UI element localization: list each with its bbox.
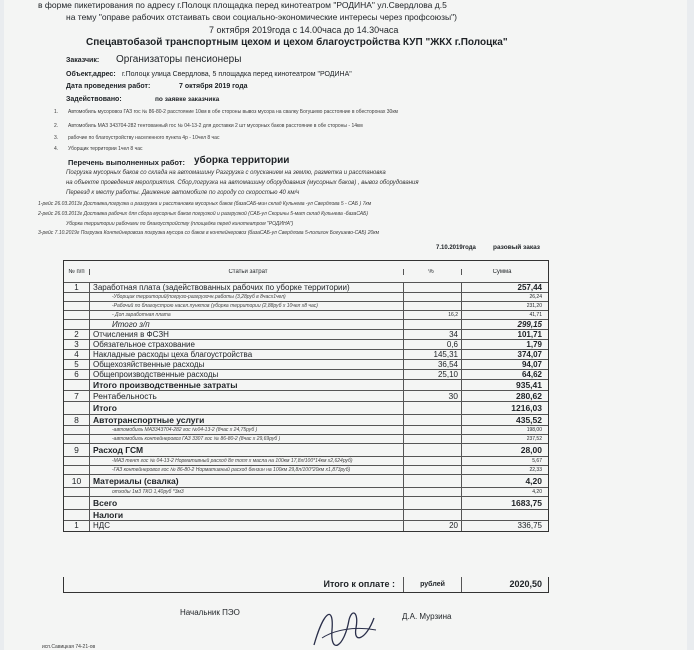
row-sum: 4,20 <box>532 489 542 495</box>
table-row <box>64 415 548 426</box>
row-pct <box>404 380 462 390</box>
order-label: разовый заказ <box>493 244 540 251</box>
row-pct <box>404 444 462 456</box>
row-item: отходы 1м3 ТКО 1,40руб *3м3 <box>90 488 404 496</box>
object-label: Объект,адрес: <box>66 71 116 78</box>
row-sum: 299,15 <box>517 320 542 329</box>
row-sum: 64,62 <box>521 370 542 379</box>
row-num: 4 <box>64 350 90 359</box>
works-desc-line: Погрузка мусорных баков со склада на автомашину Разгрузка с опусканием на землю, разметка и расстановка <box>66 170 386 176</box>
row-pct <box>404 510 462 520</box>
row-sum: 435,52 <box>516 415 542 425</box>
table-row <box>64 402 548 415</box>
row-pct <box>404 415 462 425</box>
row-sum: 336,75 <box>517 521 542 530</box>
works-desc-line: Переезд к месту работы. Движение автомобиле по городу со скоростью 40 км/ч <box>66 190 300 196</box>
row-pct <box>404 435 462 443</box>
works-value: уборка территории <box>194 155 290 166</box>
row-pct: 36,54 <box>404 360 462 369</box>
row-item: -Уборщик территорий(погрузо-разгрузочн.работы (3,28руб в 8часх1чел) <box>90 293 404 301</box>
row-num: 7 <box>64 391 90 401</box>
row-item: -МАЗ тент гос № 04-13-2 Нормативный расход 8л топл х масла на 100км 17,8л/100*14км х2,624руб) <box>90 457 404 465</box>
row-sum: 198,00 <box>526 427 542 433</box>
row-sum: 257,44 <box>517 283 542 292</box>
row-num <box>64 466 90 474</box>
row-sum <box>462 510 548 520</box>
row-item: Материалы (свалка) <box>90 475 404 487</box>
engaged-item: Автомобиль МАЗ 343704-282 тентованный гос № 04-13-2 для доставки 2 шт мусорных баков расстояние в обе стороны - 14км <box>68 123 363 129</box>
row-pct: 16,2 <box>404 311 462 319</box>
row-pct <box>404 320 462 329</box>
row-item: Итого з/п <box>90 320 404 329</box>
row-sum: 237,52 <box>526 436 542 442</box>
works-desc-line: на объекте проведения мероприятия. Сбор,погрузка на автомашину оборудования (мусорных баков) , вывоз оборудования <box>66 180 419 186</box>
table-row <box>64 391 548 402</box>
table-header-row <box>64 261 548 283</box>
row-item: Расход ГСМ <box>90 444 404 456</box>
row-pct: 0,6 <box>404 340 462 349</box>
grand-total-value: 2020,50 <box>509 579 542 589</box>
row-pct <box>404 475 462 487</box>
row-sum: 935,41 <box>516 380 542 390</box>
row-item: Автотранспортные услуги <box>90 415 404 425</box>
table-row <box>64 457 548 466</box>
row-sum: 28,00 <box>520 445 542 455</box>
row-num: 10 <box>64 475 90 487</box>
header-item: Статьи затрат <box>90 269 404 275</box>
row-item: - Доп заработная плата <box>90 311 404 319</box>
works-label: Перечень выполненных работ: <box>68 158 185 167</box>
row-num <box>64 488 90 496</box>
engaged-value: по заявке заказчика <box>155 96 220 103</box>
row-pct: 25,10 <box>404 370 462 379</box>
row-num: 1 <box>64 283 90 292</box>
row-num: 9 <box>64 444 90 456</box>
engaged-item-num: 1. <box>54 109 59 115</box>
order-date: 7.10.2019года <box>436 245 476 251</box>
grand-total-row <box>63 577 549 593</box>
signature-scribble <box>304 600 384 650</box>
row-item: Накладные расходы цеха благоустройства <box>90 350 404 359</box>
row-num: 3 <box>64 340 90 349</box>
table-row <box>64 497 548 510</box>
trip-line: 3-рейс 7.10.2019г Погрузка Контейнеровоза погрузка мусора со баков в контейнеровоз (базаСАБ-ул Свердлова 5-полигон Богушево-САБ) 20км <box>38 230 380 236</box>
trip-line: Уборка территории рабочими по благоустройству (площадка перед кинотеатром "РОДИНА") <box>66 221 294 227</box>
row-num: 6 <box>64 370 90 379</box>
engaged-item: рабочие по благоустройству населенного пункта 4р - 10чел 8 час <box>68 135 220 141</box>
row-item: Отчисления в ФСЗН <box>90 330 404 339</box>
row-sum: 1,79 <box>526 340 542 349</box>
row-sum: 1683,75 <box>511 498 542 508</box>
table-row <box>64 302 548 311</box>
table-row <box>64 466 548 475</box>
engaged-item: Уборщик территории 1чел 8 час <box>68 146 143 152</box>
header-pct: % <box>404 269 462 275</box>
row-item: -автомобиль МАЗ343704-282 гос №04-13-2 (8час х 24,75руб ) <box>90 426 404 434</box>
table-row <box>64 426 548 435</box>
row-sum: 374,07 <box>517 350 542 359</box>
row-pct <box>404 457 462 465</box>
row-num: 5 <box>64 360 90 369</box>
header-num: № п/п <box>64 269 90 275</box>
row-pct <box>404 497 462 509</box>
engaged-item-num: 3. <box>54 135 59 141</box>
document-page <box>4 0 687 650</box>
row-item: Общехозяйственные расходы <box>90 360 404 369</box>
row-num: 1 <box>64 521 90 531</box>
row-sum: 1216,03 <box>511 403 542 413</box>
grand-total-unit: рублей <box>404 577 462 592</box>
table-row <box>64 283 548 293</box>
row-item: Заработная плата (задействованных рабочих по уборке территории) <box>90 283 404 292</box>
row-num <box>64 402 90 414</box>
row-pct: 145,31 <box>404 350 462 359</box>
date-value: 7 октября 2019 года <box>179 83 248 90</box>
row-item: -ГАЗ контейнеровоз гос № 86-80-2 Нормативный расход бензин на 100км 29,8л/100*20км х1,873руб) <box>90 466 404 474</box>
row-item: Налоги <box>90 510 404 520</box>
object-value: г.Полоцк улица Свердлова, 5 площадка перед кинотеатром "РОДИНА" <box>122 71 352 78</box>
row-pct <box>404 402 462 414</box>
row-sum: 101,71 <box>517 330 542 339</box>
row-num <box>64 293 90 301</box>
cost-table <box>63 260 549 532</box>
row-pct: 20 <box>404 521 462 531</box>
row-item: -Рабочий по благоустрою насел.пунктов (уборка территории (2,88руб х 10чел х8 час) <box>90 302 404 310</box>
table-row <box>64 510 548 521</box>
table-row <box>64 330 548 340</box>
table-row <box>64 380 548 391</box>
table-row <box>64 320 548 330</box>
header-line-3: 7 октября 2019года с 14.00часа до 14.30часа <box>209 25 399 35</box>
row-item: Всего <box>90 497 404 509</box>
table-row <box>64 311 548 320</box>
row-sum: 280,62 <box>516 391 542 401</box>
row-sum: 4,20 <box>525 476 542 486</box>
engaged-item-num: 4. <box>54 146 59 152</box>
row-pct <box>404 466 462 474</box>
row-sum: 41,71 <box>529 312 542 318</box>
table-row <box>64 475 548 488</box>
row-item: Общепроизводственные расходы <box>90 370 404 379</box>
document-title: Спецавтобазой транспортным цехом и цехом благоустройства КУП "ЖКХ г.Полоцка" <box>86 37 508 48</box>
row-num: 2 <box>64 330 90 339</box>
row-num <box>64 320 90 329</box>
row-item: Рентабельность <box>90 391 404 401</box>
table-row <box>64 293 548 302</box>
row-pct <box>404 283 462 292</box>
row-num <box>64 497 90 509</box>
row-num <box>64 380 90 390</box>
row-num <box>64 311 90 319</box>
table-row <box>64 350 548 360</box>
row-num <box>64 457 90 465</box>
row-item: НДС <box>90 521 404 531</box>
row-item: Итого производственные затраты <box>90 380 404 390</box>
row-sum: 5,67 <box>532 458 542 464</box>
row-item: Обязательное страхование <box>90 340 404 349</box>
row-item: Итого <box>90 402 404 414</box>
engaged-label: Задействовано: <box>66 96 122 103</box>
row-num: 8 <box>64 415 90 425</box>
row-sum: 26,24 <box>529 294 542 300</box>
row-pct <box>404 302 462 310</box>
row-pct: 34 <box>404 330 462 339</box>
trip-line: 2-рейс 26.03.2013г Доставка рабочих для сбора мусорных баков погрузкой и разгрузкой (САБ-ул Скорины 5-мат склад Кульнева -базаСАБ) <box>38 211 369 217</box>
row-pct <box>404 488 462 496</box>
table-row <box>64 444 548 457</box>
table-row <box>64 435 548 444</box>
engaged-item: Автомобиль мусоровоз ГАЗ гос № 86-80-2 расстояние 10км в обе стороны вывоз мусора на свалку Богушево расстояние в обесторонах 30км <box>68 109 398 115</box>
row-pct <box>404 426 462 434</box>
table-row <box>64 370 548 380</box>
table-row <box>64 340 548 350</box>
grand-total-label: Итого к оплате : <box>64 577 404 592</box>
signature-role: Начальник ПЭО <box>180 608 240 617</box>
trip-line: 1-рейс 26.03.2013г Доставка,погрузка и разгрузка и расстановка мусорных баков (базаСАБ-мин склад Кульнева -ул Свердлова 5 - САБ ) 7км <box>38 201 372 207</box>
row-num <box>64 435 90 443</box>
engaged-item-num: 2. <box>54 123 59 129</box>
row-num <box>64 510 90 520</box>
table-row <box>64 488 548 497</box>
table-row <box>64 521 548 531</box>
footer-executor: исп.Савицкая 74-21-ов <box>42 644 96 650</box>
row-sum: 22,33 <box>529 467 542 473</box>
row-pct <box>404 293 462 301</box>
signature-name: Д.А. Мурзина <box>402 612 452 621</box>
header-line-1: в форме пикетирования по адресу г.Полоцк площадка перед кинотеатром "РОДИНА" ул.Свердлова д.5 <box>38 0 447 10</box>
table-row <box>64 360 548 370</box>
header-sum: Сумма <box>492 268 512 275</box>
customer-value: Организаторы пенсионеры <box>116 54 242 65</box>
row-sum: 94,07 <box>521 360 542 369</box>
row-num <box>64 426 90 434</box>
date-label: Дата проведения работ: <box>66 83 151 90</box>
header-line-2: на тему "оправе рабочих отстаивать свои социально-экономические интересы через профсоюзы") <box>66 12 457 22</box>
row-sum: 231,20 <box>526 303 542 309</box>
row-pct: 30 <box>404 391 462 401</box>
row-num <box>64 302 90 310</box>
customer-label: Заказчик: <box>66 57 100 64</box>
row-item: -автомобиль контейнеровоз ГАЗ 3307 гос № 86-80-2 (8час х 29,69руб ) <box>90 435 404 443</box>
